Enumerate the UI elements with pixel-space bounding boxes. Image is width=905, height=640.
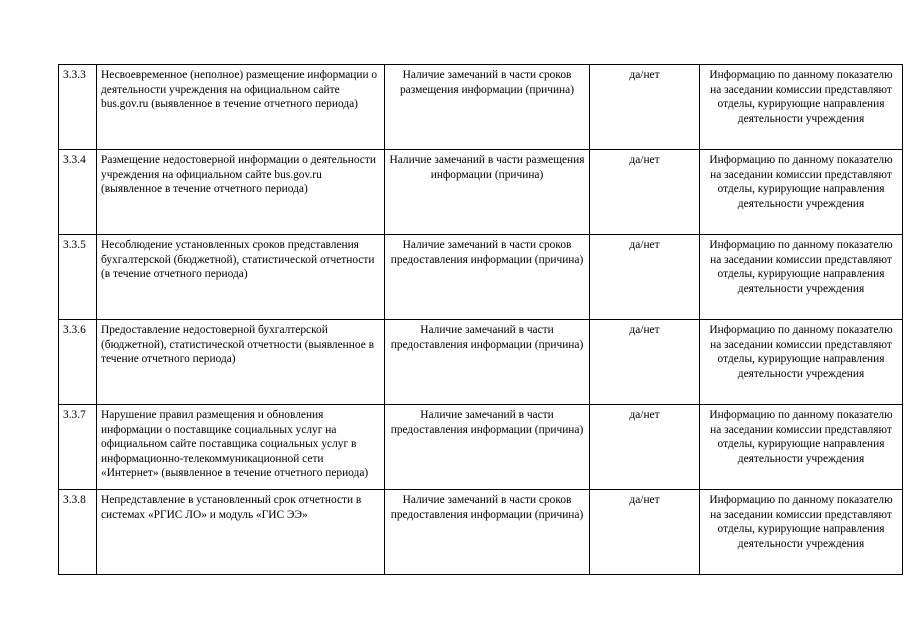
table-row [59,405,903,490]
row-description: Несоблюдение установленных сроков представления бухгалтерской (бюджетной), статистической отчетности (в течение отчетного периода) [97,235,385,320]
row-criterion: Наличие замечаний в части предоставления информации (причина) [385,405,590,490]
row-description: Несвоевременное (неполное) размещение информации о деятельности учреждения на официальном сайте bus.gov.ru (выявленное в течение отчетного периода) [97,65,385,150]
row-number: 3.3.5 [59,235,97,320]
row-criterion: Наличие замечаний в части предоставления информации (причина) [385,320,590,405]
row-value: да/нет [590,320,700,405]
row-source: Информацию по данному показателю на заседании комиссии представляют отделы, курирующие направления деятельности учреждения [700,150,903,235]
row-source: Информацию по данному показателю на заседании комиссии представляют отделы, курирующие направления деятельности учреждения [700,235,903,320]
row-criterion: Наличие замечаний в части сроков размещения информации (причина) [385,65,590,150]
row-source: Информацию по данному показателю на заседании комиссии представляют отделы, курирующие направления деятельности учреждения [700,65,903,150]
row-number: 3.3.3 [59,65,97,150]
row-number: 3.3.6 [59,320,97,405]
table-row [59,490,903,575]
row-value: да/нет [590,405,700,490]
table-row [59,235,903,320]
row-criterion: Наличие замечаний в части сроков предоставления информации (причина) [385,490,590,575]
table-row [59,320,903,405]
row-source: Информацию по данному показателю на заседании комиссии представляют отделы, курирующие направления деятельности учреждения [700,405,903,490]
row-source: Информацию по данному показателю на заседании комиссии представляют отделы, курирующие направления деятельности учреждения [700,320,903,405]
row-description: Предоставление недостоверной бухгалтерской (бюджетной), статистической отчетности (выявленное в течение отчетного периода) [97,320,385,405]
row-value: да/нет [590,490,700,575]
row-description: Размещение недостоверной информации о деятельности учреждения на официальном сайте bus.gov.ru (выявленное в течение отчетного периода) [97,150,385,235]
row-value: да/нет [590,65,700,150]
indicators-table [58,64,903,575]
row-criterion: Наличие замечаний в части размещения информации (причина) [385,150,590,235]
row-number: 3.3.8 [59,490,97,575]
table-row [59,65,903,150]
row-source: Информацию по данному показателю на заседании комиссии представляют отделы, курирующие направления деятельности учреждения [700,490,903,575]
row-value: да/нет [590,150,700,235]
row-number: 3.3.7 [59,405,97,490]
table-row [59,150,903,235]
row-value: да/нет [590,235,700,320]
row-description: Нарушение правил размещения и обновления информации о поставщике социальных услуг на официальном сайте поставщика социальных услуг в информационно-телекоммуникационной сети «Интернет» (выявленное в течение отчетного периода) [97,405,385,490]
row-description: Непредставление в установленный срок отчетности в системах «РГИС ЛО» и модуль «ГИС ЭЭ» [97,490,385,575]
row-number: 3.3.4 [59,150,97,235]
row-criterion: Наличие замечаний в части сроков предоставления информации (причина) [385,235,590,320]
